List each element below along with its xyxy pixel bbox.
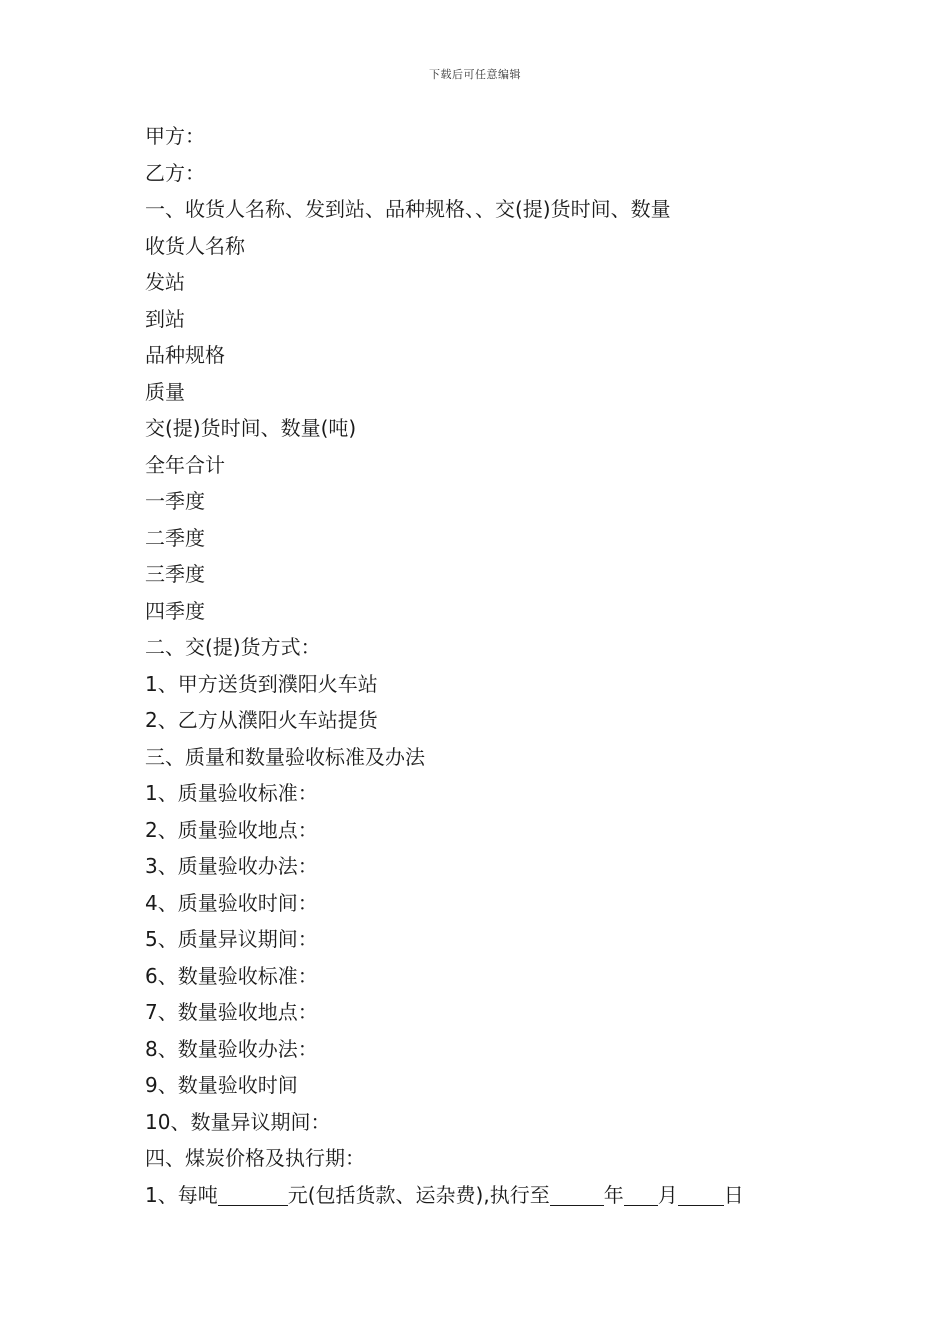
section-3-heading: 三、质量和数量验收标准及办法 [145,744,425,769]
month-label: 月 [657,1182,678,1207]
day-blank [678,1183,724,1206]
price-line [145,1177,845,1214]
annual-total-label: 全年合计 [145,452,225,477]
delivery-method-1: 1、甲方送货到濮阳火车站 [145,671,378,696]
month-blank [624,1183,658,1206]
quantity-objection-item: 10、数量异议期间： [145,1109,331,1134]
section-2-heading: 二、交(提)货方式： [145,635,321,659]
quantity-method-item: 8、数量验收办法： [145,1036,318,1061]
party-a-line: 甲方： [145,124,205,148]
departure-station-label: 发站 [145,270,185,294]
quantity-time-item: 9、数量验收时间 [145,1073,298,1097]
delivery-method-2: 2、乙方从濮阳火车站提货 [145,708,378,732]
consignee-name-label: 收货人名称 [145,233,245,258]
delivery-time-quantity-label: 交(提)货时间、数量(吨) [145,416,357,440]
year-blank [550,1183,604,1206]
quarter-1-label: 一季度 [145,489,205,513]
day-label: 日 [723,1182,744,1207]
party-b-line: 乙方： [145,160,205,185]
quarter-3-label: 三季度 [145,562,205,586]
section-1-heading: 一、收货人名称、发到站、品种规格、、交(提)货时间、数量 [145,197,671,221]
page-header: 下载后可任意编辑 [429,68,521,81]
quality-objection-item: 5、质量异议期间： [145,927,318,951]
quality-time-item: 4、质量验收时间： [145,890,318,915]
price-prefix: 1、每吨 [145,1182,218,1207]
quarter-4-label: 四季度 [145,598,205,623]
year-label: 年 [603,1182,624,1207]
section-4-heading: 四、煤炭价格及执行期： [145,1146,365,1170]
quality-method-item: 3、质量验收办法： [145,854,318,878]
quality-standard-item: 1、质量验收标准： [145,781,318,805]
quantity-standard-item: 6、数量验收标准： [145,963,318,988]
quarter-2-label: 二季度 [145,525,205,550]
quantity-location-item: 7、数量验收地点： [145,1000,318,1024]
variety-spec-label: 品种规格 [145,343,225,367]
price-middle-text: 元(包括货款、运杂费),执行至 [287,1182,550,1207]
arrival-station-label: 到站 [145,306,185,331]
price-blank [218,1183,288,1206]
quality-location-item: 2、质量验收地点： [145,817,318,842]
document-body [145,118,845,1213]
quality-label: 质量 [145,379,185,404]
